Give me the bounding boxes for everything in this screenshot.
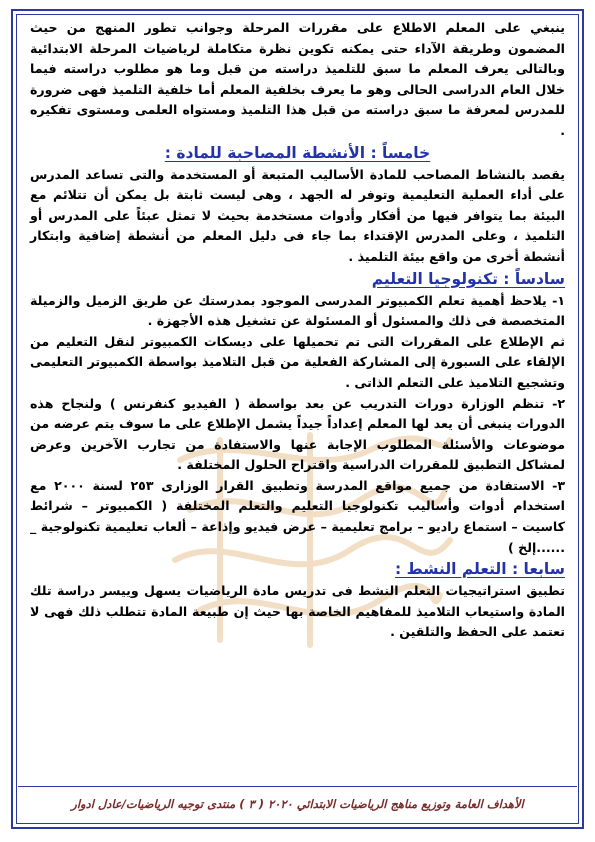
paragraph-teacher-background: ينبغي على المعلم الاطلاع على مقررات المرحلة وجوانب تطور المنهج من حيث المضمون وطريقة الآداء حتى يمكنه تكوين نظرة متكاملة لرياضيات المرحلة الابتدائية وبالتالى يعرف المعلم ما سبق للتلميذ دراسته من قبل وما هو مطلوب دراسته فيما خلال العام الدراسى الحالى وهو ما يعرف بخلفية المعلم أما خلفية التلميذ فهى ضرورة للمدرس لمعرفة ما سبق دراسته من قبل هذا التلميذ ومستواه العلمى ومستوى تفكيره . — [30, 20, 565, 138]
page-content — [30, 18, 565, 780]
heading-active-learning: سابعا : التعلم النشط : — [395, 560, 565, 579]
paragraph-tech-item-2: ٢- تنظم الوزارة دورات التدريب عن بعد بواسطة ( الفيديو كنفرنس ) ولنجاح هذه الدورات ينبغى أن يعد لها المعلم إعداداً جيداً يشمل الإطلاع على ما سوف يتم عرضه من موضوعات والأسئلة المطلوب الإجابة عنها والاستفادة من تجارب الآخرين وعرض لمشاكل التطبيق للمقررات الدراسية واقتراح الحلول المختلفة . — [30, 395, 565, 473]
paragraph-tech-item-1-cont: ثم الإطلاع على المقررات التى تم تحميلها على ديسكات الكمبيوتر لنقل التعليم من الإلقاء على السبورة إلى المشاركة الفعلية من قبل التلاميذ بواسطة الكمبيوتر التعليمى وتشجيع التلاميذ على التعلم الذاتى . — [30, 333, 565, 390]
paragraph-accompanying-activities: يقصد بالنشاط المصاحب للمادة الأساليب المتبعة أو المستخدمة والتى تساعد المدرس على أداء العملية التعليمية وتوفر له الجهد ، وهى ليست ثابتة بل يمكن أن تتلائم مع البيئة بما يتوافر فيها من أفكار وأدوات مستخدمة بحيث لا تمثل عبئاً على المدرس أو التلميذ ، وعلى المدرس الإقتداء بما جاء فى دليل المعلم من أنشطة إضافية وابتكار أنشطة أخرى من واقع بيئة التلميذ . — [30, 166, 565, 264]
footer-text: الأهداف العامة وتوزيع مناهج الرياضيات الابتدائي ٢٠٢٠ ( ٣ ) منتدى توجيه الرياضيات/عادل ادوار — [71, 796, 524, 811]
paragraph-tech-item-1: ١- يلاحظ أهمية تعلم الكمبيوتر المدرسى الموجود بمدرستك عن طريق الزميل والزميلة المتخصصة فى ذلك والمسئول أو المسئولة عن تشغيل هذه الأجهزة . — [30, 292, 565, 329]
heading-accompanying-activities: خامساً : الأنشطة المصاحبة للمادة : — [164, 143, 431, 162]
heading-educational-technology: سادساً : تكنولوجيا التعليم — [371, 269, 565, 288]
paragraph-active-learning: تطبيق استراتيجيات التعلم النشط فى تدريس مادة الرياضيات يسهل وييسر دراسة تلك المادة واستيعاب التلاميذ للمفاهيم الخاصة بها حيث إن طبيعة المادة تتطلب ذلك فهى لا تعتمد على الحفظ والتلقين . — [30, 583, 565, 640]
paragraph-tech-item-3: ٣- الاستفادة من جميع مواقع المدرسة وتطبيق القرار الوزارى ٢٥٣ لسنة ٢٠٠٠ مع استخدام أدوات وأساليب تكنولوجيا التعليم والتعلم المختلفة ( الكمبيوتر – شرائط كاسيت – استماع راديو – برامج تعليمية – عرض فيديو وإذاعة – ألعاب تعليمية تكنولوجية _ ......إلخ ) — [30, 477, 565, 555]
page-footer — [18, 786, 577, 820]
